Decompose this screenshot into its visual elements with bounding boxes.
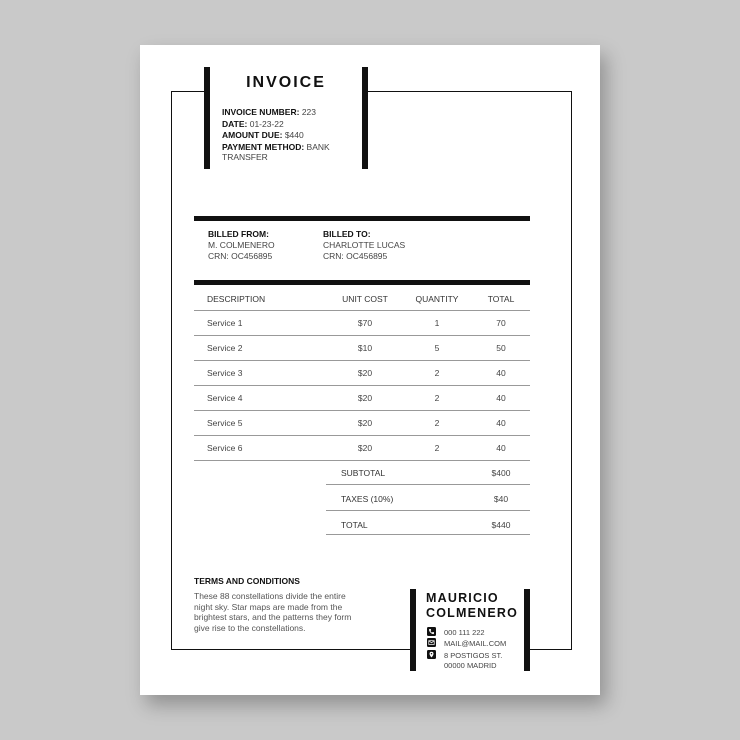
header-quantity: QUANTITY [415,294,459,304]
row-5-unit-cost: $20 [357,418,373,428]
invoice-number: 223 [301,107,317,117]
billed-from-crn: CRN: OC456895 [208,251,273,261]
terms-text: These 88 constellations divide the entire night sky. Star maps are made from the brightest stars, and the patterns they form give rise to the constellations. [194,591,352,633]
payment-method-1: BANK [306,141,330,152]
row-divider [194,460,530,461]
billed-from-label: BILLED FROM: [208,229,269,239]
row-1-description: Service 1 [207,318,243,328]
row-3-description: Service 3 [207,368,243,378]
signature-phone: 000 111 222 [444,628,485,637]
signature-address [444,651,502,670]
row-4-total: 40 [496,393,506,403]
total-value: $440 [491,520,511,530]
payment-method-label: PAYMENT METHOD: [222,141,305,152]
billed-from-block [208,229,275,262]
table-top-bar [194,280,530,285]
taxes-label: TAXES (10%) [341,494,394,504]
row-1-quantity: 1 [434,318,440,328]
invoice-date-label: DATE: [222,118,248,129]
amount-due: $440 [284,130,304,140]
row-divider [194,385,530,386]
billed-to-label: BILLED TO: [323,229,371,239]
row-4-description: Service 4 [207,393,243,403]
signature-last-name: COLMENERO [426,606,519,620]
billed-to-name: CHARLOTTE LUCAS [323,240,406,250]
row-2-description: Service 2 [207,343,243,353]
invoice-date: 01-23-22 [249,118,284,129]
header-unit-cost: UNIT COST [342,294,388,304]
subtotal-value: $400 [491,468,511,478]
row-2-total: 50 [496,343,506,353]
summary-divider [326,510,530,511]
signature-email: MAIL@MAIL.COM [444,639,507,648]
row-5-description: Service 5 [207,418,243,428]
row-4-unit-cost: $20 [357,393,373,403]
amount-due-line [222,130,360,142]
row-2-quantity: 5 [434,343,440,353]
signature-address-line1: 8 POSTIGOS ST. [444,651,503,660]
taxes-value: $40 [493,494,509,504]
subtotal-label: SUBTOTAL [341,468,386,478]
row-divider [194,360,530,361]
row-6-total: 40 [496,443,506,453]
row-3-quantity: 2 [434,368,440,378]
row-divider [194,410,530,411]
invoice-number-line [222,107,360,119]
billed-top-bar [194,216,530,221]
row-3-total: 40 [496,368,506,378]
signature-first-name: MAURICIO [426,591,499,605]
row-5-total: 40 [496,418,506,428]
mail-icon [427,638,436,647]
row-divider [194,310,530,311]
phone-icon [427,627,436,636]
row-6-unit-cost: $20 [357,443,373,453]
row-1-unit-cost: $70 [357,318,373,328]
amount-due-label: AMOUNT DUE: [222,130,283,140]
row-divider [194,335,530,336]
terms-title: TERMS AND CONDITIONS [194,576,300,586]
billed-to-block [323,229,405,262]
row-6-description: Service 6 [207,443,243,453]
signature-address-line2: 00000 MADRID [444,660,497,670]
signature-right-bar [524,589,530,671]
summary-divider [326,484,530,485]
total-label: TOTAL [341,520,368,530]
row-5-quantity: 2 [434,418,440,428]
billed-to-crn: CRN: OC456895 [323,251,388,261]
header-description: DESCRIPTION [207,294,266,304]
summary-divider [326,534,530,535]
signature-left-bar [410,589,416,671]
invoice-meta [222,107,360,162]
signature-name [426,591,518,621]
payment-method-2: TRANSFER [222,151,268,162]
invoice-title: INVOICE [246,74,326,91]
row-divider [194,435,530,436]
row-6-quantity: 2 [434,443,440,453]
header-total: TOTAL [487,294,515,304]
location-pin-icon [427,650,436,659]
billed-from-name: M. COLMENERO [208,240,275,250]
row-4-quantity: 2 [434,393,440,403]
payment-method-line [222,142,360,162]
row-1-total: 70 [496,318,506,328]
row-2-unit-cost: $10 [357,343,373,353]
invoice-number-label: INVOICE NUMBER: [222,107,300,117]
invoice-date-line [222,119,360,131]
row-3-unit-cost: $20 [357,368,373,378]
